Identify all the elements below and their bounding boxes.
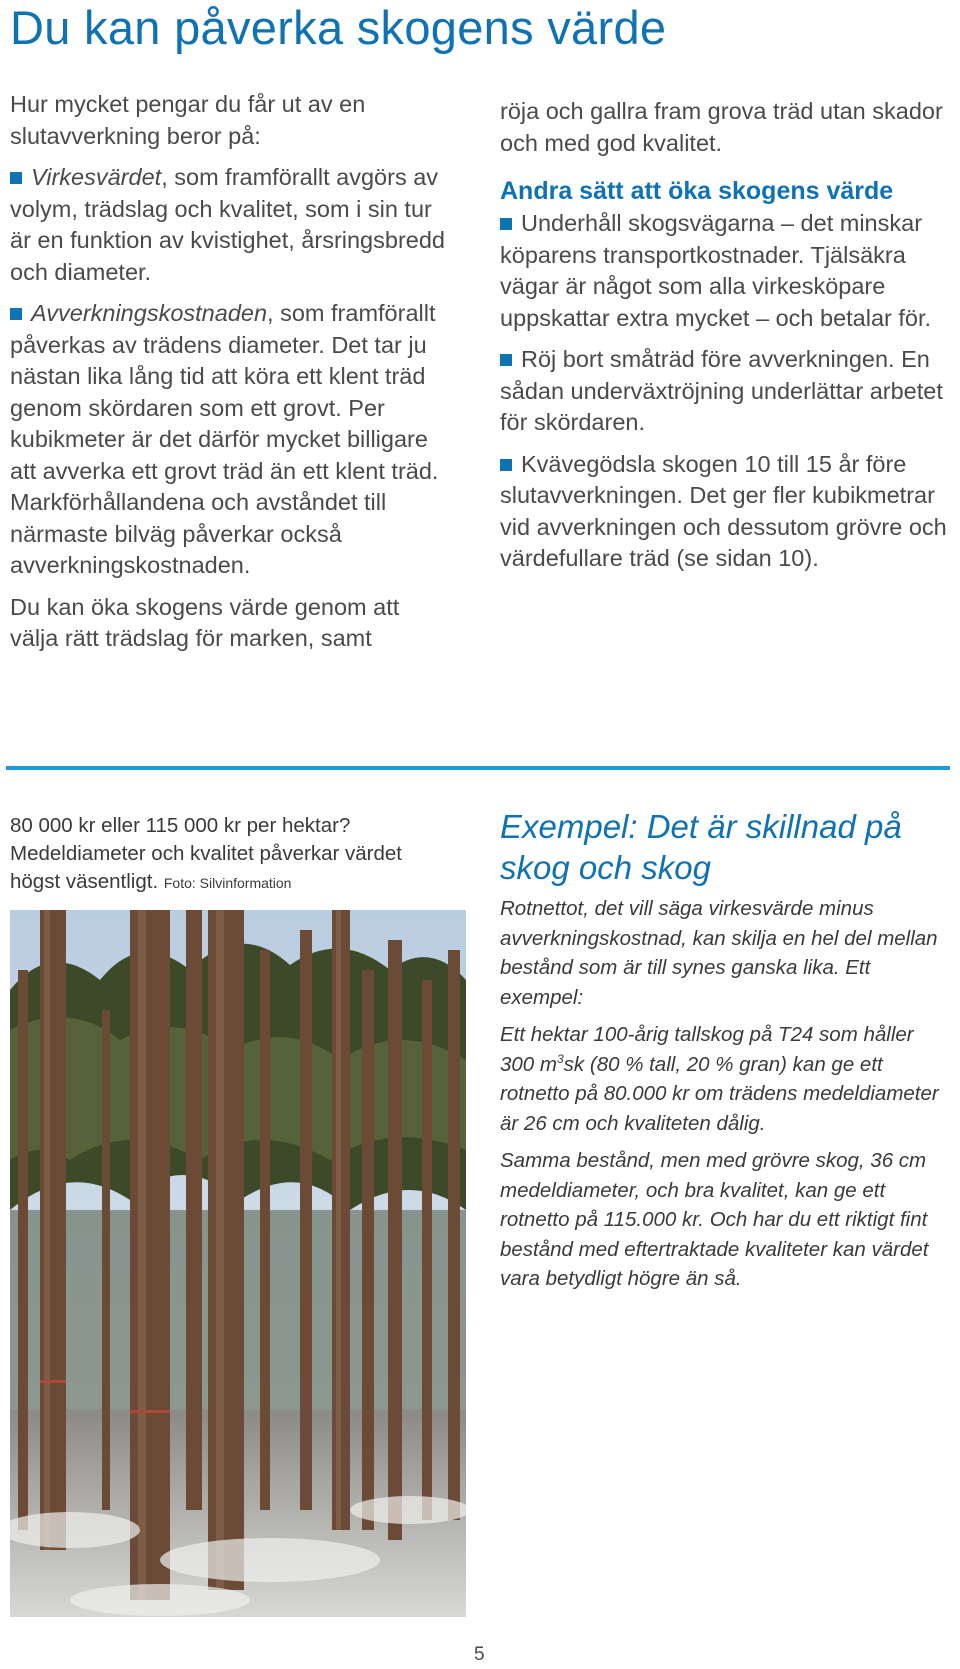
outro-paragraph: Du kan öka skogens värde genom att välja rätt trädslag för marken, samt — [10, 593, 400, 651]
left-column — [10, 89, 450, 655]
continuation-paragraph: röja och gallra fram grova träd utan skador och med god kvalitet. — [500, 98, 943, 156]
right-column — [500, 96, 950, 585]
bullet-avverkningskostnad: Avverkningskostnaden, som framförallt påverkas av trädens diameter. Det tar ju nästan lika lång tid att köra ett klent träd genom skördaren som ett grovt. Per kubikmeter är det därför mycket billigare att avverka ett grovt träd än ett klent träd. Markförhållandena och avståndet till närmaste bilväg påverkar också avverkningskostnaden. — [10, 300, 439, 578]
bullet-square-icon — [10, 172, 22, 184]
forest-photo — [10, 910, 466, 1617]
forest-illustration — [10, 910, 466, 1617]
bullet-square-icon — [500, 218, 512, 230]
bullet-square-icon — [500, 354, 512, 366]
bullet-square-icon — [10, 308, 22, 320]
example-heading: Exempel: Det är skillnad på skog och skog — [500, 808, 902, 886]
example-paragraph-2: Ett hektar 100-årig tallskog på T24 som håller 300 $m^3sk$ (80 % tall, 20 % gran) kan ge ett rotnetto på 80.000 kr om trädens medeldiameter är 26 cm och kvaliteten dålig. — [500, 1023, 939, 1135]
page-number: 5 — [474, 1644, 485, 1665]
photo-credit: Foto: Silvinformation — [163, 875, 292, 891]
photo-caption: 80 000 kr eller 115 000 kr per hektar? Medeldiameter och kvalitet påverkar värdet högst väsentligt. Foto: Silvinformation — [10, 814, 402, 893]
section-divider — [6, 766, 950, 770]
example-paragraph-1: Rotnettot, det vill säga virkesvärde minus avverkningskostnad, kan skilja en hel del mellan bestånd som är till synes ganska lika. Ett exempel: — [500, 897, 938, 1009]
page-title: Du kan påverka skogens värde — [10, 1, 667, 54]
example-body — [500, 894, 950, 1302]
intro-paragraph: Hur mycket pengar du får ut av en slutavverkning beror på: — [10, 91, 366, 149]
bullet-skogsvagar: Underhåll skogsvägarna – det minskar köparens transportkostnader. Tjälsäkra vägar är något som alla virkesköpare uppskattar extra mycket – och betalar för. — [500, 210, 932, 331]
bullet-godsling: Kvävegödsla skogen 10 till 15 år före slutavverkningen. Det ger fler kubikmetrar vid avverkningen och dessutom grövre och värdefullare träd (se sidan 10). — [500, 450, 947, 571]
example-paragraph-3: Samma bestånd, men med grövre skog, 36 cm medeldiameter, och bra kvalitet, kan ge ett rotnetto på 115.000 kr. Och har du ett riktigt fint bestånd med eftertraktade kvaliteter kan värdet vara betydligt högre än så. — [500, 1149, 929, 1290]
bullet-square-icon — [500, 459, 512, 471]
bullet-rojning: Röj bort småträd före avverkningen. En sådan underväxtröjning underlättar arbetet för skördaren. — [500, 346, 943, 435]
bullet-virkesvarde: Virkesvärdet, som framförallt avgörs av volym, trädslag och kvalitet, som i sin tur är en funktion av kvistighet, årsringsbredd och diameter. — [10, 164, 445, 285]
section-subheading: Andra sätt att öka skogens värde — [500, 177, 894, 205]
